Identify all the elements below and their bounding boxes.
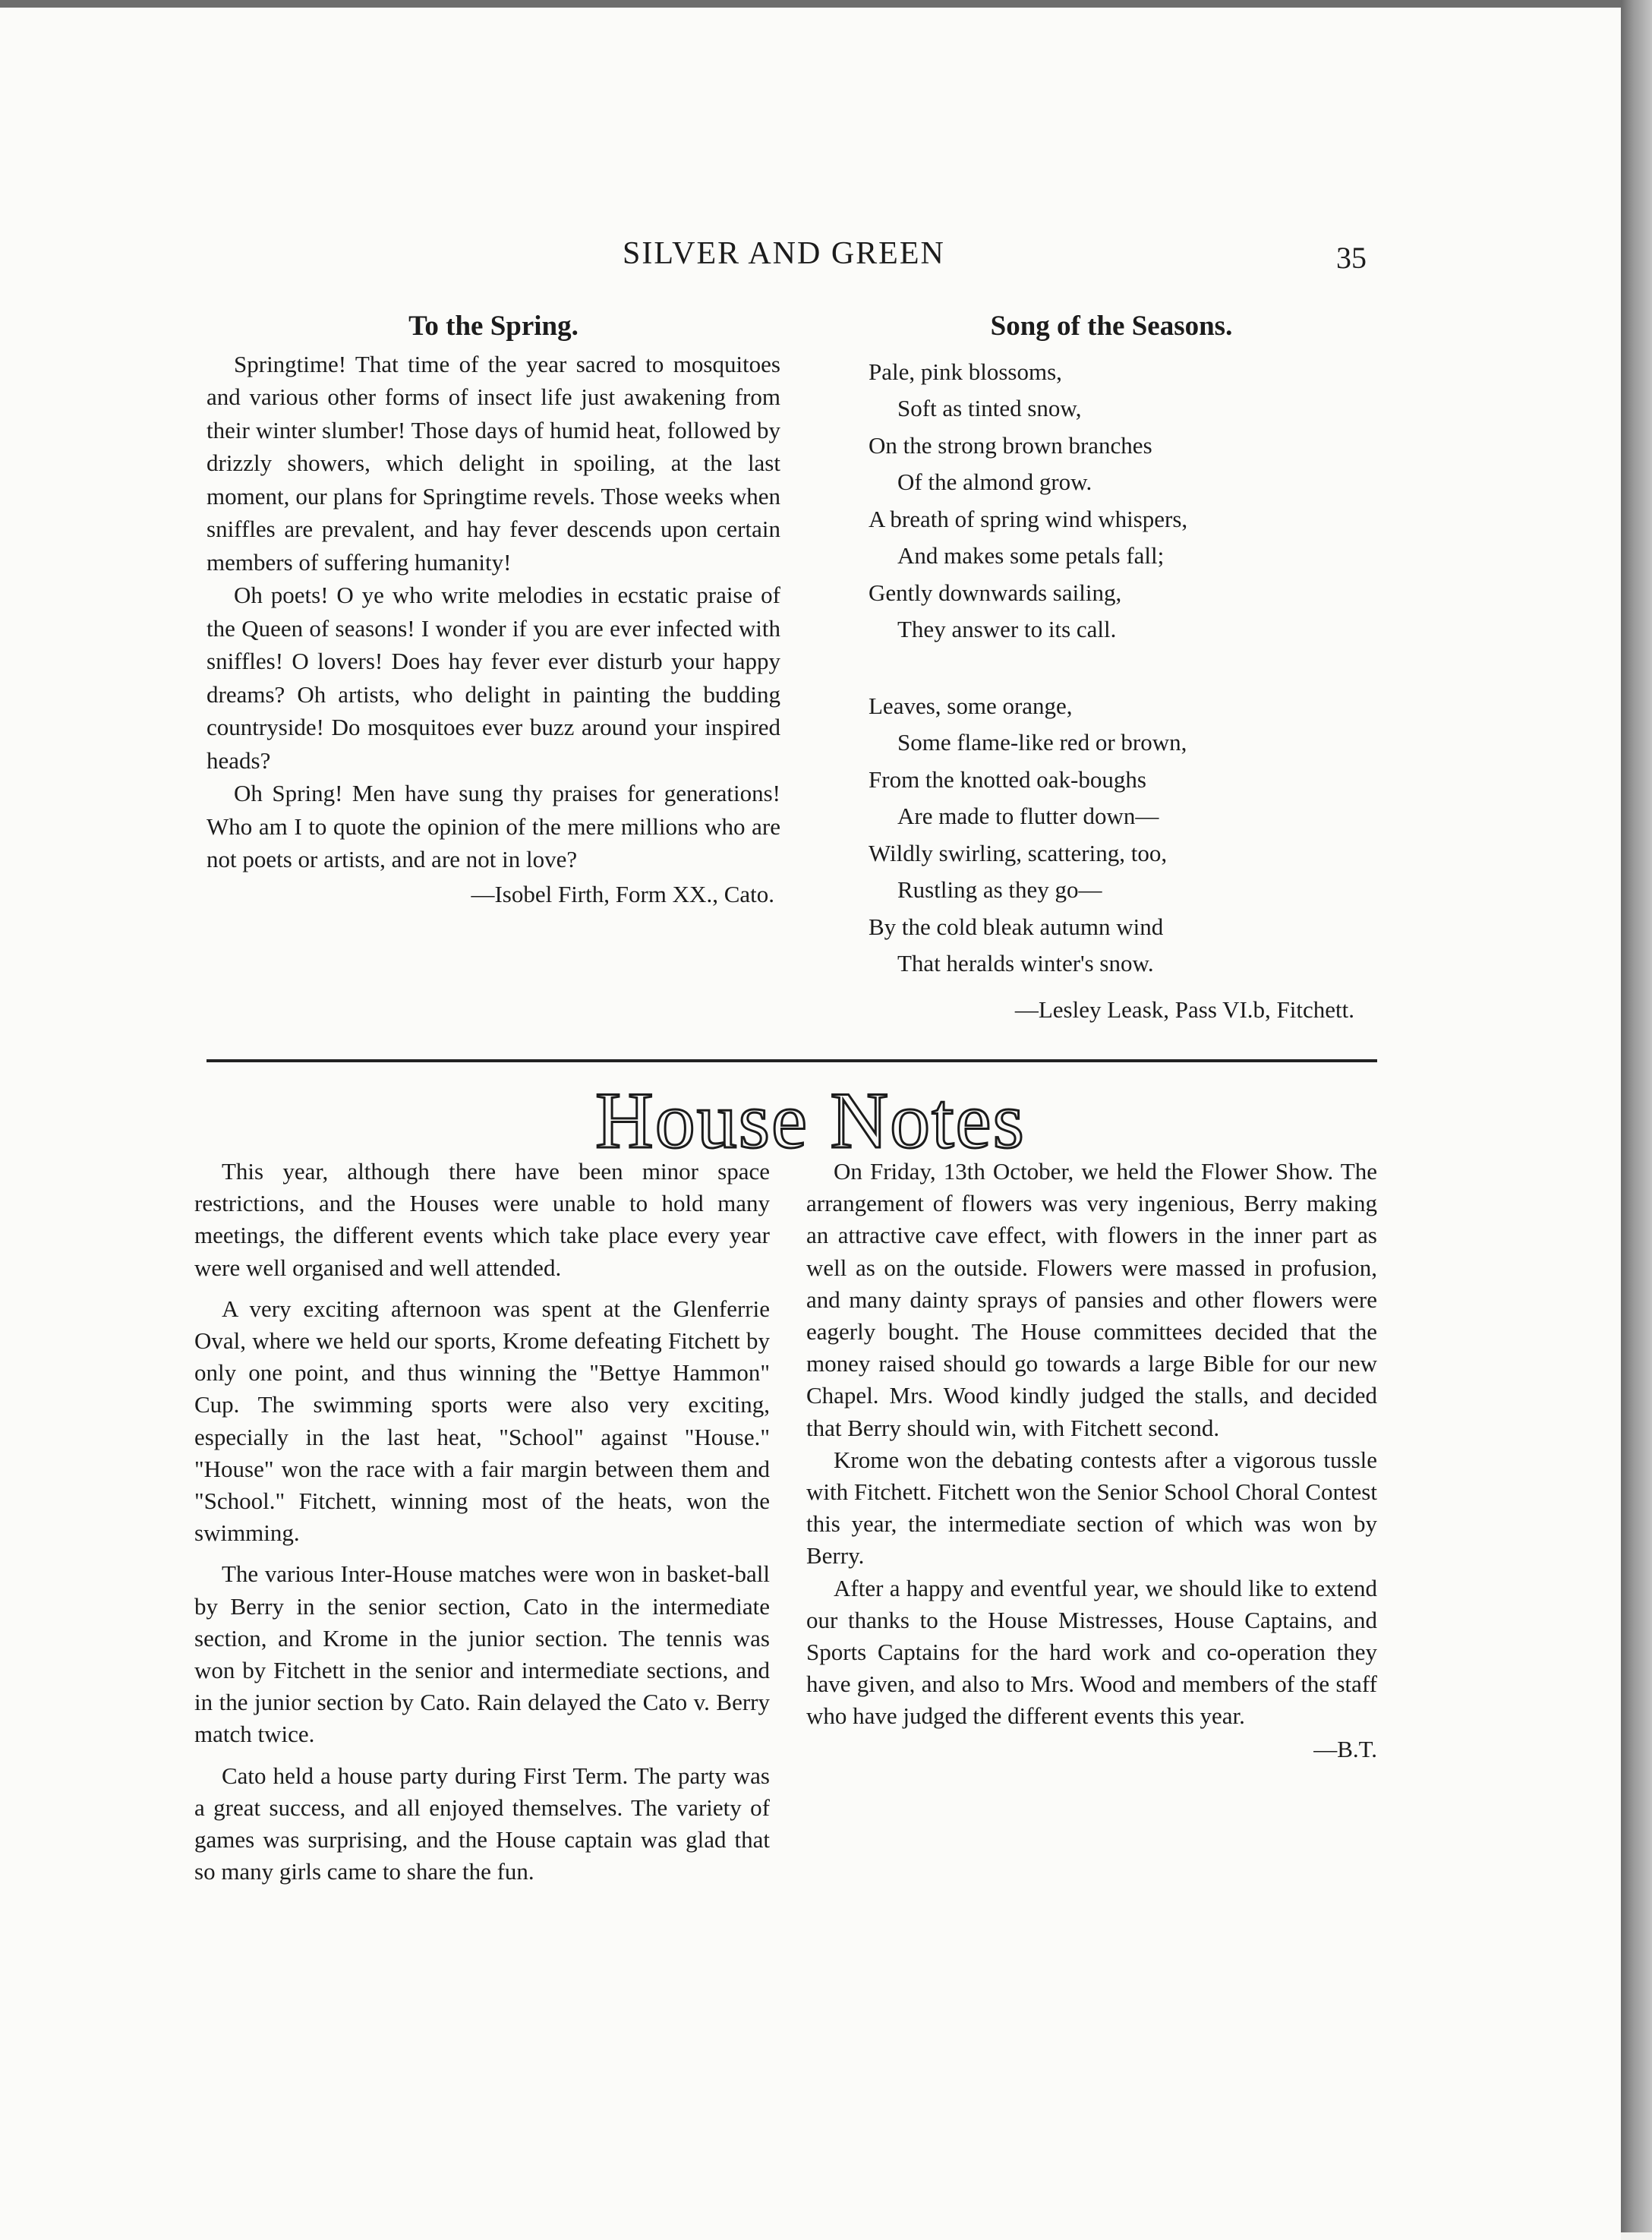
to-the-spring-article	[206, 310, 780, 910]
author-signature: —Lesley Leask, Pass VI.b, Fitchett.	[1014, 995, 1354, 1023]
poem-line: On the strong brown branches	[869, 431, 1152, 459]
poem-line: Rustling as they go—	[897, 876, 1102, 903]
poem-line: Wildly swirling, scattering, too,	[869, 839, 1168, 866]
poem-line: Soft as tinted snow,	[897, 395, 1082, 421]
page-header	[0, 235, 1621, 281]
paragraph: Springtime! That time of the year sacred to mosquitoes and various other forms of insect life just awakening from their winter slumber! Those days of humid heat, followed by drizzly showers, which delight in spoiling, at the last moment, our plans for Springtime revels. Those weeks when sniffles are prevalent, and hay fever descends upon certain members of suffering humanity!	[206, 350, 780, 576]
stanza-break	[869, 648, 1354, 688]
house-notes-heading: House Notes	[595, 1076, 1026, 1165]
author-signature: —B.T.	[1313, 1735, 1377, 1762]
page-number: 35	[1336, 241, 1367, 275]
running-title: SILVER AND GREEN	[623, 236, 945, 271]
house-notes-right-column	[806, 1156, 1377, 1765]
song-of-the-seasons-poem	[869, 310, 1354, 1026]
paragraph: Krome won the debating contests after a vigorous tussle with Fitchett. Fitchett won the Senior School Choral Contest this year, the intermediate section of which was won by Berry.	[806, 1446, 1377, 1570]
article-title: To the Spring.	[408, 311, 579, 342]
paragraph: Oh poets! O ye who write melodies in ecstatic praise of the Queen of seasons! I wonder if you are ever infected with sniffles! O lovers! Does hay fever ever disturb your happy dreams? Oh artists, who delight in painting the budding countryside! Do mosquitoes ever buzz around your inspired heads?	[206, 582, 780, 774]
author-signature: —Isobel Firth, Form XX., Cato.	[471, 880, 774, 907]
poem-line: And makes some petals fall;	[897, 542, 1165, 569]
paragraph: After a happy and eventful year, we should like to extend our thanks to the House Mistresses, House Captains, and Sports Captains for the hard work and co-operation they have given, and also to Mrs. Wood and members of the staff who have judged the different events this year.	[806, 1574, 1377, 1730]
paragraph: The various Inter-House matches were won in basket-ball by Berry in the senior section, Cato in the intermediate section, and Krome in the junior section. The tennis was won by Fitchett in the senior and intermediate sections, and in the junior section by Cato. Rain delayed the Cato v. Berry match twice.	[194, 1560, 770, 1748]
poem-line: Of the almond grow.	[897, 469, 1092, 495]
paragraph: Oh Spring! Men have sung thy praises for generations! Who am I to quote the opinion of the mere millions who are not poets or artists, and are not in love?	[206, 780, 780, 872]
poem-line: A breath of spring wind whispers,	[869, 505, 1188, 532]
house-notes-left-column	[194, 1156, 770, 1888]
poem-line: Some flame-like red or brown,	[897, 729, 1187, 756]
paragraph: A very exciting afternoon was spent at the Glenferrie Oval, where we held our sports, Krome defeating Fitchett by only one point, and thus winning the "Bettye Hammon" Cup. The swimming sports were also very exciting, especially in the last heat, "School" against "House." "House" won the race with a fair margin between them and "School." Fitchett, winning most of the heats, won the swimming.	[194, 1295, 770, 1547]
paragraph: This year, although there have been minor space restrictions, and the Houses were unable to hold many meetings, the different events which take place every year were well organised and well attended.	[194, 1158, 770, 1281]
book-binding-edge	[1621, 0, 1652, 2232]
paragraph: On Friday, 13th October, we held the Flower Show. The arrangement of flowers was very ingenious, Berry making an attractive cave effect, with flowers in the inner part as well as on the outside. Flowers were massed in profusion, and many dainty sprays of pansies and other flowers were eagerly bought. The House committees decided that the money raised should go towards a large Bible for our new Chapel. Mrs. Wood kindly judged the stalls, and decided that Berry should win, with Fitchett second.	[806, 1158, 1377, 1441]
poem-line: From the knotted oak-boughs	[869, 765, 1146, 793]
poem-line: They answer to its call.	[897, 616, 1117, 642]
poem-line: Are made to flutter down—	[897, 803, 1159, 829]
paragraph: Cato held a house party during First Term. The party was a great success, and all enjoyed themselves. The variety of games was surprising, and the House captain was glad that so many girls came to share the fun.	[194, 1762, 770, 1885]
poem-line: That heralds winter's snow.	[897, 950, 1154, 976]
poem-title: Song of the Seasons.	[990, 311, 1233, 342]
poem-line: Leaves, some orange,	[869, 692, 1073, 719]
poem-line: By the cold bleak autumn wind	[869, 913, 1164, 940]
poem-line: Gently downwards sailing,	[869, 579, 1122, 606]
poem-line: Pale, pink blossoms,	[869, 358, 1062, 385]
section-divider	[206, 1059, 1377, 1062]
